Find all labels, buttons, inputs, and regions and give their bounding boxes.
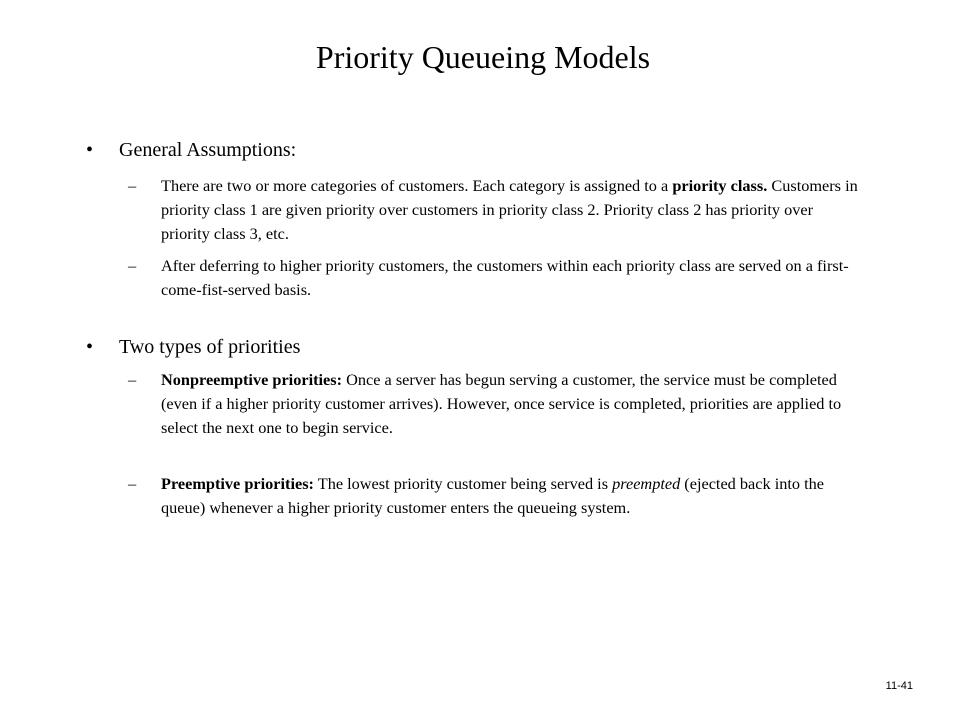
dash-marker: – [128, 370, 137, 389]
sub-bullet-text [161, 368, 858, 441]
sub-bullet-categories [128, 174, 858, 247]
sub-bullet-text [161, 174, 858, 247]
page-number: 11-41 [885, 680, 913, 692]
bullet-heading: Two types of priorities [119, 336, 301, 358]
bold-term: Nonpreemptive priorities: [161, 370, 343, 389]
bold-term: priority class. [672, 176, 768, 195]
sub-bullet-nonpreemptive [128, 368, 858, 441]
text-segment: Once a server has begun serving a customer, the service must be completed (even if a higher priority customer arrives). However, once service is completed, priorities are applied to select the next one to begin service. [161, 370, 842, 438]
dash-marker: – [128, 474, 137, 493]
text-segment: After deferring to higher priority customers, the customers within each priority class are served on a first-come-fist-served basis. [161, 256, 849, 300]
italic-term: preempted [612, 474, 681, 493]
text-segment: There are two or more categories of customers. Each category is assigned to a [161, 176, 673, 195]
slide-title: Priority Queueing Models [315, 39, 651, 75]
sub-bullet-text [161, 472, 858, 520]
sub-bullet-preemptive [128, 472, 858, 520]
bold-term: Preemptive priorities: [161, 474, 314, 493]
text-segment: The lowest priority customer being served is [313, 474, 613, 493]
bullet-heading: General Assumptions: [119, 139, 297, 161]
sub-bullet-text [161, 254, 858, 302]
text-segment: (ejected back into the queue) whenever a higher priority customer enters the queueing system. [161, 474, 824, 518]
text-segment: Customers in priority class 1 are given priority over customers in priority class 2. Priority class 2 has priority over priority class 3, etc. [161, 176, 858, 244]
dash-marker: – [128, 176, 137, 195]
sub-bullet-fcfs [128, 254, 858, 302]
bullet-marker: • [86, 336, 94, 358]
dash-marker: – [128, 256, 137, 275]
bullet-marker: • [86, 139, 94, 161]
